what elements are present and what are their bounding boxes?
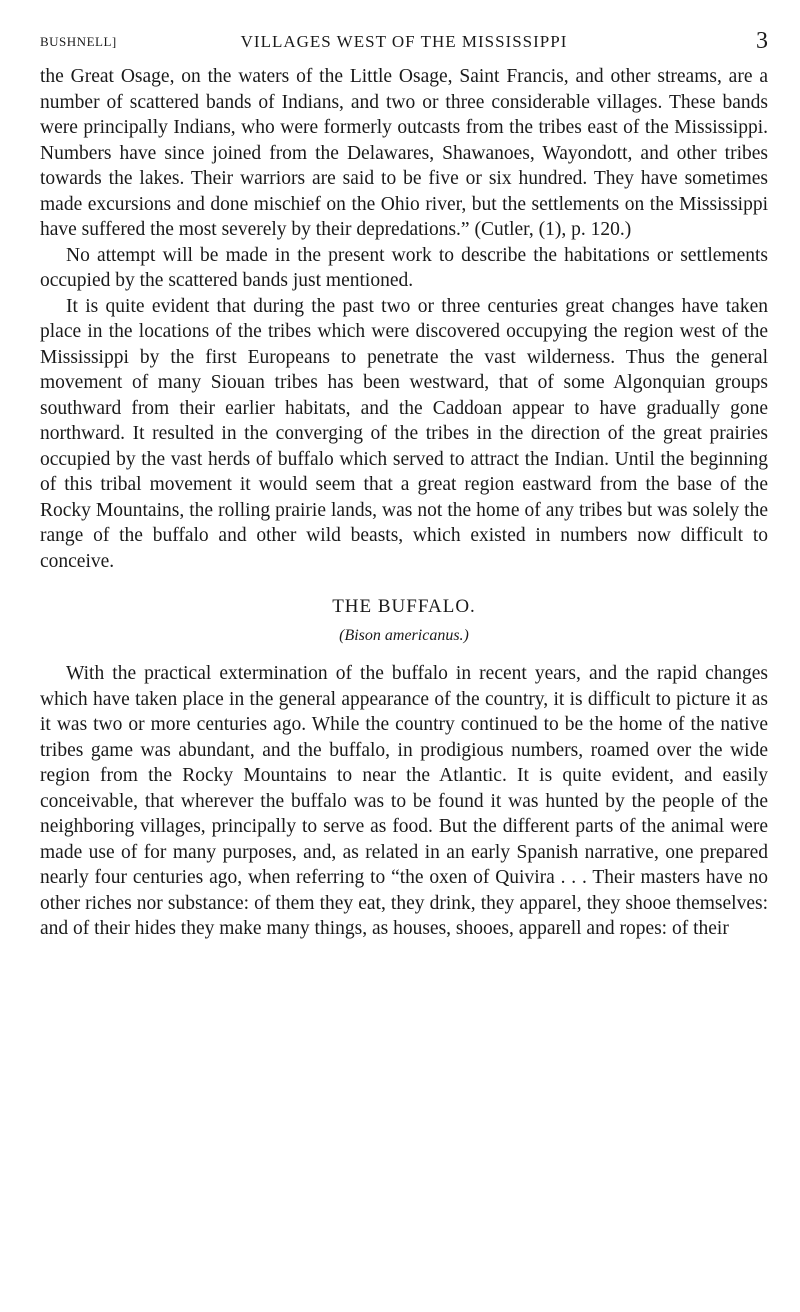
author-tag: BUSHNELL] [40,34,117,49]
scientific-name: (Bison americanus.) [339,627,469,644]
page-number: 3 [756,28,768,54]
paragraph-4: With the practical extermination of the buffalo in recent years, and the rapid changes which have taken place in the general appearance of the country, it is difficult to picture it as it was two or more centuries ago. While the country continued to be the home of the native tribes game was abundant, and the buffalo, in prodigious numbers, roamed over the wide region from the Rocky Mountains to near the Atlantic. It is quite evident, and easily conceivable, that wherever the buffalo was to be found it was hunted by the people of the neighboring villages, principally to serve as food. But the different parts of the animal were made use of for many purposes, and, as related in an early Spanish narrative, one prepared nearly four centuries ago, when referring to “the oxen of Quivira . . . Their masters have no other riches nor substance: of them they eat, they drink, they apparel, they shooe themselves: and of their hides they make many things, as houses, shooes, apparell and ropes: of their [40,663,768,939]
section-subheading [40,625,768,647]
paragraph-1: the Great Osage, on the waters of the Little Osage, Saint Francis, and other streams, are a number of scattered bands of Indians, and two or three considerable villages. These bands were principally Indians, who were formerly outcasts from the tribes east of the Mississippi. Numbers have since joined from the Delawares, Shawanoes, Wayondott, and other tribes towards the lakes. Their warriors are said to be five or six hundred. They have sometimes made excursions and done mischief on the Ohio river, but the settlements on the Mississippi have suffered the most severely by their depredations.” (Cutler, (1), p. 120.) [40,66,768,240]
paragraph-3: It is quite evident that during the past two or three centuries great changes have taken place in the locations of the tribes which were discovered occupying the region west of the Mississippi by the first Europeans to penetrate the vast wilderness. Thus the general movement of many Siouan tribes has been westward, that of some Algonquian groups southward from their earlier habitats, and the Caddoan appear to have gradually gone northward. It resulted in the converging of the tribes in the direction of the great prairies occupied by the vast herds of buffalo which served to attract the Indian. Until the beginning of this tribal movement it would seem that a great region eastward from the base of the Rocky Mountains, the rolling prairie lands, was not the home of any tribes but was solely the range of the buffalo and other wild beasts, which existed in numbers now difficult to conceive. [40,295,768,572]
paragraph-2: No attempt will be made in the present work to describe the habitations or settlements occupied by the scattered bands just mentioned. [40,244,768,291]
body-text [40,64,768,942]
running-title: VILLAGES WEST OF THE MISSISSIPPI [240,32,568,51]
section-heading: THE BUFFALO. [332,596,476,617]
running-head [40,28,768,58]
